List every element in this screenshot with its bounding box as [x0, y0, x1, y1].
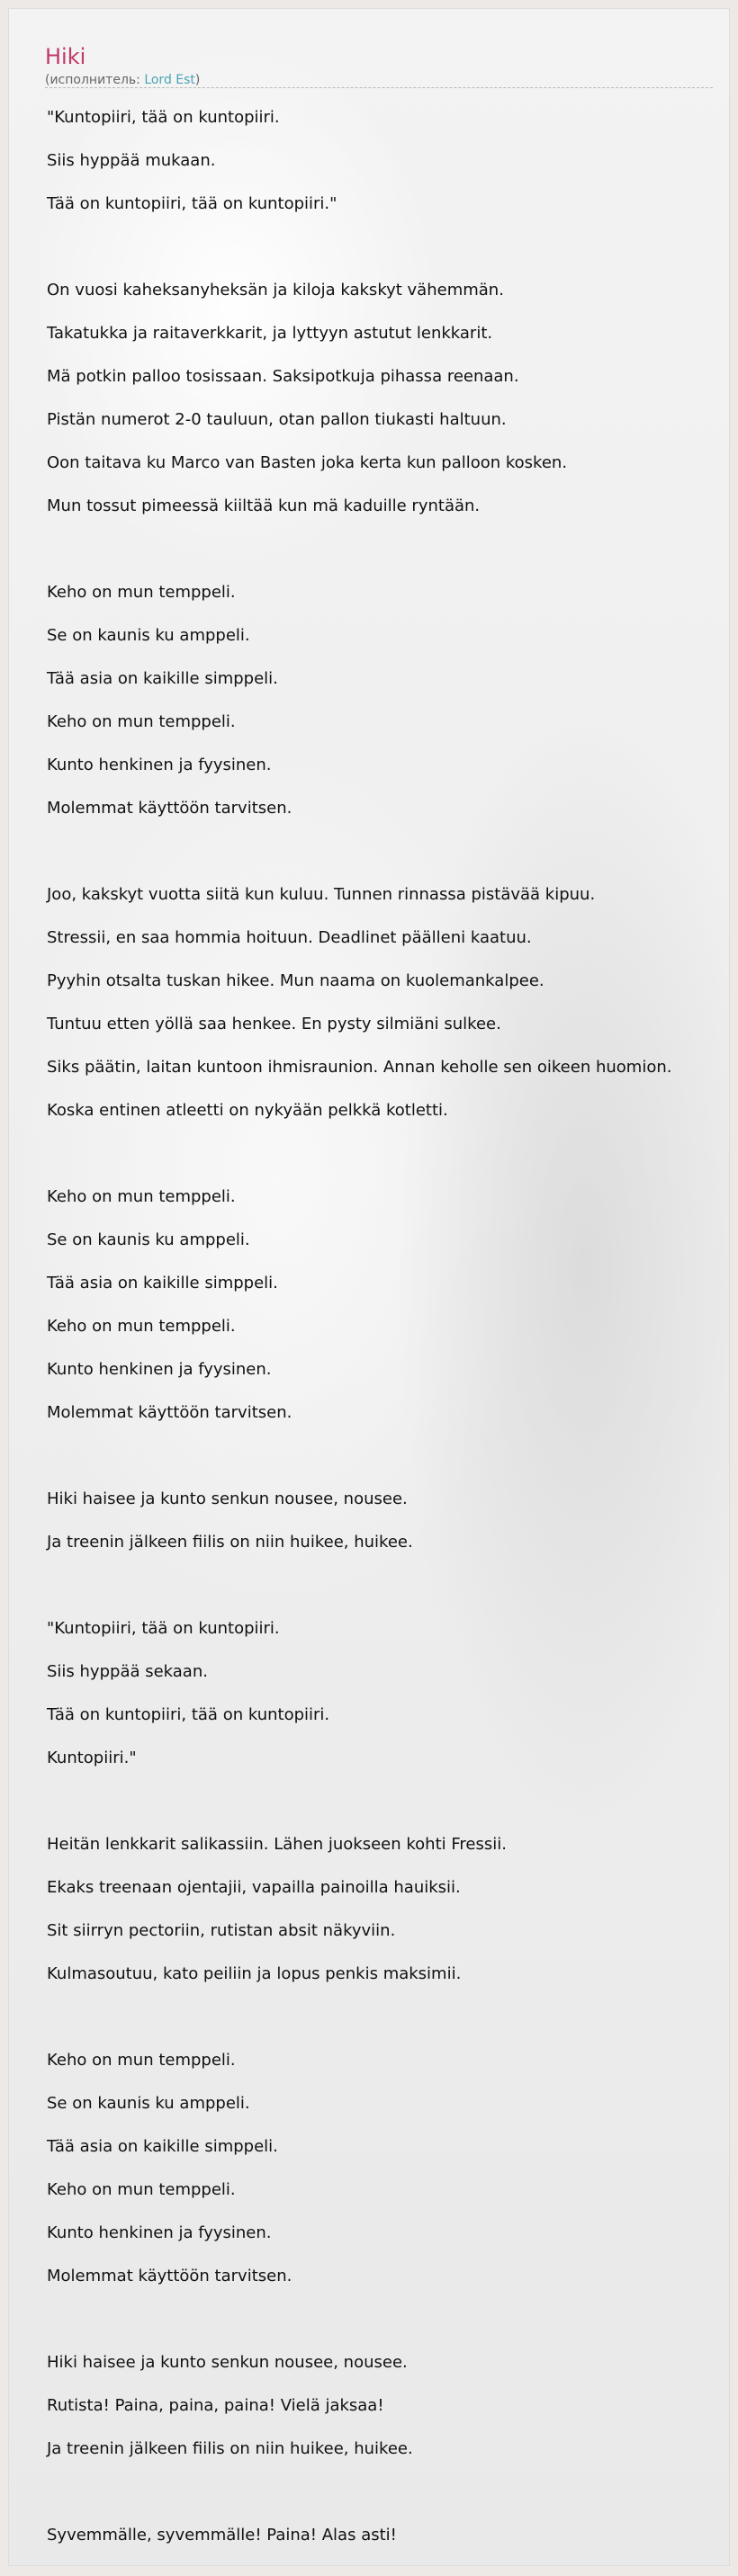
lyrics-body: [47, 96, 738, 2557]
lyric-line: Siks päätin, laitan kuntoon ihmisraunion. Annan keholle sen oikeen huomion.: [47, 1058, 672, 1077]
lyric-line: Keho on mun temppeli.: [47, 712, 236, 731]
lyric-line: Molemmat käyttöön tarvitsen.: [47, 2267, 292, 2285]
lyric-line: Siis hyppää mukaan.: [47, 151, 216, 170]
lyric-line: "Kuntopiiri, tää on kuntopiiri.: [47, 1619, 280, 1638]
lyric-line: Pistän numerot 2-0 tauluun, otan pallon tiukasti haltuun.: [47, 410, 507, 429]
lyric-line: Tää asia on kaikille simppeli.: [47, 669, 278, 688]
stanza-break: [47, 226, 738, 269]
lyric-line: Mun tossut pimeessä kiiltää kun mä kaduille ryntään.: [47, 496, 481, 515]
lyric-line: Mä potkin palloo tosissaan. Saksipotkuja pihassa reenaan.: [47, 367, 519, 386]
lyric-line: Kuntopiiri.": [47, 1749, 137, 1767]
lyric-line: Syvemmälle, syvemmälle! Paina! Alas asti!: [47, 2526, 397, 2545]
lyric-line: Keho on mun temppeli.: [47, 2051, 236, 2070]
song-header: [45, 43, 200, 88]
lyric-line: Kunto henkinen ja fyysinen.: [47, 756, 272, 774]
performer-prefix: (исполнитель:: [45, 73, 145, 87]
lyric-line: "Kuntopiiri, tää on kuntopiiri.: [47, 108, 280, 127]
stanza-break: [47, 528, 738, 571]
lyric-line: Tää on kuntopiiri, tää on kuntopiiri.: [47, 1705, 330, 1724]
stanza-break: [47, 2298, 738, 2341]
lyric-line: Tää on kuntopiiri, tää on kuntopiiri.": [47, 194, 338, 213]
lyric-line: Kunto henkinen ja fyysinen.: [47, 1360, 272, 1379]
lyric-line: Joo, kakskyt vuotta siitä kun kuluu. Tunnen rinnassa pistävää kipuu.: [47, 885, 596, 904]
lyric-line: Hiki haisee ja kunto senkun nousee, nousee.: [47, 2353, 408, 2372]
stanza-break: [47, 1564, 738, 1607]
lyrics-card: [8, 8, 730, 2566]
lyric-line: Se on kaunis ku amppeli.: [47, 1230, 250, 1249]
lyric-line: Molemmat käyttöön tarvitsen.: [47, 799, 292, 818]
lyric-line: Takatukka ja raitaverkkarit, ja lyttyyn astutut lenkkarit.: [47, 324, 493, 343]
stanza-break: [47, 830, 738, 873]
lyric-line: Stressii, en saa hommia hoituun. Deadlinet päälleni kaatuu.: [47, 928, 532, 947]
stanza-break: [47, 1435, 738, 1478]
stanza-break: [47, 2471, 738, 2514]
lyric-line: Tää asia on kaikille simppeli.: [47, 1274, 278, 1292]
lyric-line: Se on kaunis ku amppeli.: [47, 626, 250, 645]
lyric-line: On vuosi kaheksanyheksän ja kiloja kakskyt vähemmän.: [47, 281, 504, 300]
lyric-line: Kulmasoutuu, kato peiliin ja lopus penkis maksimii.: [47, 1964, 462, 1983]
lyric-line: Keho on mun temppeli.: [47, 583, 236, 602]
lyric-line: Heitän lenkkarit salikassiin. Lähen juokseen kohti Fressii.: [47, 1835, 507, 1854]
lyric-line: Ekaks treenaan ojentajii, vapailla painoilla hauiksii.: [47, 1878, 461, 1897]
lyric-line: Tuntuu etten yöllä saa henkee. En pysty silmiäni sulkee.: [47, 1015, 501, 1033]
lyric-line: Ja treenin jälkeen fiilis on niin huikee, huikee.: [47, 2439, 413, 2458]
lyric-line: Rutista! Paina, paina, paina! Vielä jaksaa!: [47, 2396, 384, 2415]
lyric-line: Koska entinen atleetti on nykyään pelkkä kotletti.: [47, 1101, 448, 1120]
lyric-line: Tää asia on kaikille simppeli.: [47, 2137, 278, 2156]
lyric-line: Oon taitava ku Marco van Basten joka kerta kun palloon kosken.: [47, 453, 568, 472]
stanza-break: [47, 1780, 738, 1823]
lyric-line: Ja treenin jälkeen fiilis on niin huikee, huikee.: [47, 1533, 413, 1552]
performer-link[interactable]: Lord Est: [144, 73, 195, 87]
lyric-line: Keho on mun temppeli.: [47, 1317, 236, 1336]
stanza-break: [47, 1132, 738, 1176]
lyric-line: Se on kaunis ku amppeli.: [47, 2094, 250, 2113]
song-title: Hiki: [45, 44, 86, 69]
performer-line: [45, 72, 200, 88]
lyric-line: Siis hyppää sekaan.: [47, 1662, 208, 1681]
header-divider: [45, 87, 713, 88]
performer-suffix: ): [194, 73, 201, 87]
stanza-break: [47, 1996, 738, 2039]
lyric-line: Pyyhin otsalta tuskan hikee. Mun naama on kuolemankalpee.: [47, 971, 544, 990]
lyric-line: Molemmat käyttöön tarvitsen.: [47, 1403, 292, 1422]
lyric-line: Keho on mun temppeli.: [47, 1187, 236, 1206]
lyric-line: Hiki haisee ja kunto senkun nousee, nousee.: [47, 1489, 408, 1508]
lyric-line: Kunto henkinen ja fyysinen.: [47, 2223, 272, 2242]
lyric-line: Sit siirryn pectoriin, rutistan absit näkyviin.: [47, 1921, 396, 1940]
lyric-line: Keho on mun temppeli.: [47, 2180, 236, 2199]
